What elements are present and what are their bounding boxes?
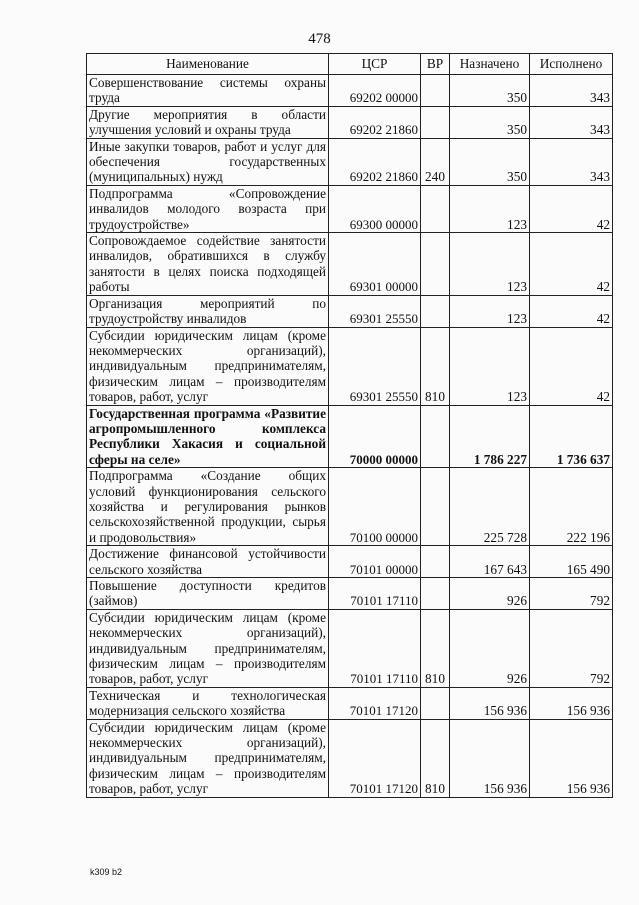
cell-name: Совершенствование системы охраны труда bbox=[87, 75, 329, 107]
header-assigned: Назначено bbox=[450, 54, 530, 75]
cell-executed: 156 936 bbox=[530, 687, 613, 719]
table-row bbox=[87, 75, 613, 107]
cell-executed: 42 bbox=[530, 295, 613, 327]
cell-assigned: 123 bbox=[450, 327, 530, 405]
cell-executed: 156 936 bbox=[530, 719, 613, 797]
table-row bbox=[87, 327, 613, 405]
cell-executed: 42 bbox=[530, 327, 613, 405]
cell-name: Повышение доступности кредитов (займов) bbox=[87, 578, 329, 610]
table-row bbox=[87, 687, 613, 719]
cell-executed: 42 bbox=[530, 185, 613, 232]
table-row bbox=[87, 138, 613, 185]
cell-assigned: 926 bbox=[450, 609, 530, 687]
cell-vr bbox=[421, 233, 450, 296]
cell-assigned: 167 643 bbox=[450, 546, 530, 578]
table-row bbox=[87, 295, 613, 327]
cell-vr bbox=[421, 468, 450, 546]
cell-name: Государственная программа «Развитие агропромышленного комплекса Республики Хакасия и социальной сферы на селе» bbox=[87, 405, 329, 468]
cell-csr: 70101 17120 bbox=[329, 687, 421, 719]
cell-assigned: 350 bbox=[450, 75, 530, 107]
cell-csr: 70101 17110 bbox=[329, 578, 421, 610]
page-number: 478 bbox=[308, 31, 331, 47]
cell-vr bbox=[421, 295, 450, 327]
table-row bbox=[87, 609, 613, 687]
cell-csr: 70101 17110 bbox=[329, 609, 421, 687]
cell-assigned: 123 bbox=[450, 185, 530, 232]
cell-csr: 69202 21860 bbox=[329, 138, 421, 185]
cell-name: Подпрограмма «Сопровождение инвалидов молодого возраста при трудоустройстве» bbox=[87, 185, 329, 232]
cell-executed: 792 bbox=[530, 609, 613, 687]
cell-executed: 343 bbox=[530, 138, 613, 185]
table-row bbox=[87, 719, 613, 797]
header-name: Наименование bbox=[87, 54, 329, 75]
cell-vr bbox=[421, 578, 450, 610]
table-row bbox=[87, 233, 613, 296]
header-csr: ЦСР bbox=[329, 54, 421, 75]
cell-vr bbox=[421, 75, 450, 107]
cell-assigned: 926 bbox=[450, 578, 530, 610]
cell-assigned: 225 728 bbox=[450, 468, 530, 546]
cell-assigned: 123 bbox=[450, 295, 530, 327]
cell-csr: 70101 00000 bbox=[329, 546, 421, 578]
cell-vr bbox=[421, 185, 450, 232]
footer-code: k309 b2 bbox=[90, 867, 123, 877]
cell-csr: 69301 25550 bbox=[329, 327, 421, 405]
table-row bbox=[87, 405, 613, 468]
cell-executed: 42 bbox=[530, 233, 613, 296]
budget-table bbox=[86, 53, 613, 798]
cell-csr: 70000 00000 bbox=[329, 405, 421, 468]
cell-csr: 69300 00000 bbox=[329, 185, 421, 232]
header-executed: Исполнено bbox=[530, 54, 613, 75]
cell-executed: 792 bbox=[530, 578, 613, 610]
cell-vr bbox=[421, 106, 450, 138]
cell-name: Организация мероприятий по трудоустройству инвалидов bbox=[87, 295, 329, 327]
cell-vr bbox=[421, 546, 450, 578]
cell-vr: 810 bbox=[421, 609, 450, 687]
table-row bbox=[87, 185, 613, 232]
cell-assigned: 123 bbox=[450, 233, 530, 296]
table-row bbox=[87, 578, 613, 610]
cell-name: Достижение финансовой устойчивости сельского хозяйства bbox=[87, 546, 329, 578]
table-header-row bbox=[87, 54, 613, 75]
cell-executed: 343 bbox=[530, 106, 613, 138]
cell-csr: 69202 21860 bbox=[329, 106, 421, 138]
cell-vr bbox=[421, 405, 450, 468]
cell-executed: 222 196 bbox=[530, 468, 613, 546]
cell-csr: 69301 00000 bbox=[329, 233, 421, 296]
cell-name: Иные закупки товаров, работ и услуг для обеспечения государственных (муниципальных) нужд bbox=[87, 138, 329, 185]
cell-name: Сопровождаемое содействие занятости инвалидов, обратившихся в службу занятости в целях поиска подходящей работы bbox=[87, 233, 329, 296]
cell-name: Субсидии юридическим лицам (кроме некоммерческих организаций), индивидуальным предпринимателям, физическим лицам – производителям товаров, работ, услуг bbox=[87, 719, 329, 797]
cell-name: Субсидии юридическим лицам (кроме некоммерческих организаций), индивидуальным предпринимателям, физическим лицам – производителям товаров, работ, услуг bbox=[87, 609, 329, 687]
table-body bbox=[87, 75, 613, 798]
cell-name: Техническая и технологическая модернизация сельского хозяйства bbox=[87, 687, 329, 719]
cell-csr: 69202 00000 bbox=[329, 75, 421, 107]
cell-name: Субсидии юридическим лицам (кроме некоммерческих организаций), индивидуальным предпринимателям, физическим лицам – производителям товаров, работ, услуг bbox=[87, 327, 329, 405]
table-row bbox=[87, 468, 613, 546]
cell-vr: 240 bbox=[421, 138, 450, 185]
cell-csr: 69301 25550 bbox=[329, 295, 421, 327]
cell-assigned: 350 bbox=[450, 138, 530, 185]
table-row bbox=[87, 546, 613, 578]
table-row bbox=[87, 106, 613, 138]
cell-executed: 165 490 bbox=[530, 546, 613, 578]
cell-csr: 70101 17120 bbox=[329, 719, 421, 797]
cell-assigned: 1 786 227 bbox=[450, 405, 530, 468]
cell-vr: 810 bbox=[421, 327, 450, 405]
cell-name: Подпрограмма «Создание общих условий функционирования сельского хозяйства и регулирования рынков сельскохозяйственной продукции, сырья и продовольствия» bbox=[87, 468, 329, 546]
cell-name: Другие мероприятия в области улучшения условий и охраны труда bbox=[87, 106, 329, 138]
cell-vr bbox=[421, 687, 450, 719]
cell-assigned: 156 936 bbox=[450, 687, 530, 719]
cell-vr: 810 bbox=[421, 719, 450, 797]
cell-assigned: 156 936 bbox=[450, 719, 530, 797]
header-vr: ВР bbox=[421, 54, 450, 75]
cell-csr: 70100 00000 bbox=[329, 468, 421, 546]
cell-executed: 1 736 637 bbox=[530, 405, 613, 468]
cell-assigned: 350 bbox=[450, 106, 530, 138]
cell-executed: 343 bbox=[530, 75, 613, 107]
